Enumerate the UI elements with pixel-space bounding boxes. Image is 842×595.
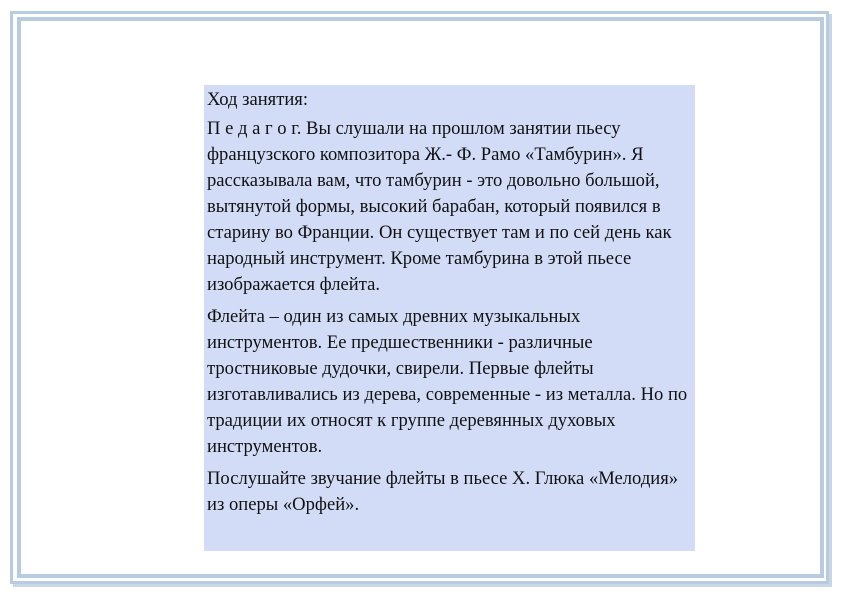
frame-shadow-right: [829, 14, 832, 587]
teacher-paragraph-text: Вы слушали на прошлом занятии пьесу французского композитора Ж.- Ф. Рамо «Тамбурин». Я рассказывала вам, что тамбурин - это довольно большой, вытянутой формы, высокий барабан, который появился в старину во Франции. Он существует там и по сей день как народный инструмент. Кроме тамбурина в этой пьесе изображается флейта.: [207, 118, 672, 295]
lesson-text-box: [204, 85, 695, 551]
frame-shadow-bottom: [13, 584, 832, 587]
flute-paragraph: Флейта – один из самых древних музыкальных инструментов. Ее предшественники - различные тростниковые дудочки, свирели. Первые флейты изготавливались из дерева, современные - из металла. Но по традиции их относят к группе деревянных духовых инструментов.: [207, 306, 688, 457]
speaker-label: П е д а г о г.: [207, 118, 302, 139]
listen-paragraph: Послушайте звучание флейты в пьесе Х. Глюка «Мелодия» из оперы «Орфей».: [207, 468, 679, 515]
lesson-heading: Ход занятия:: [207, 89, 309, 110]
teacher-paragraph: [207, 116, 691, 298]
